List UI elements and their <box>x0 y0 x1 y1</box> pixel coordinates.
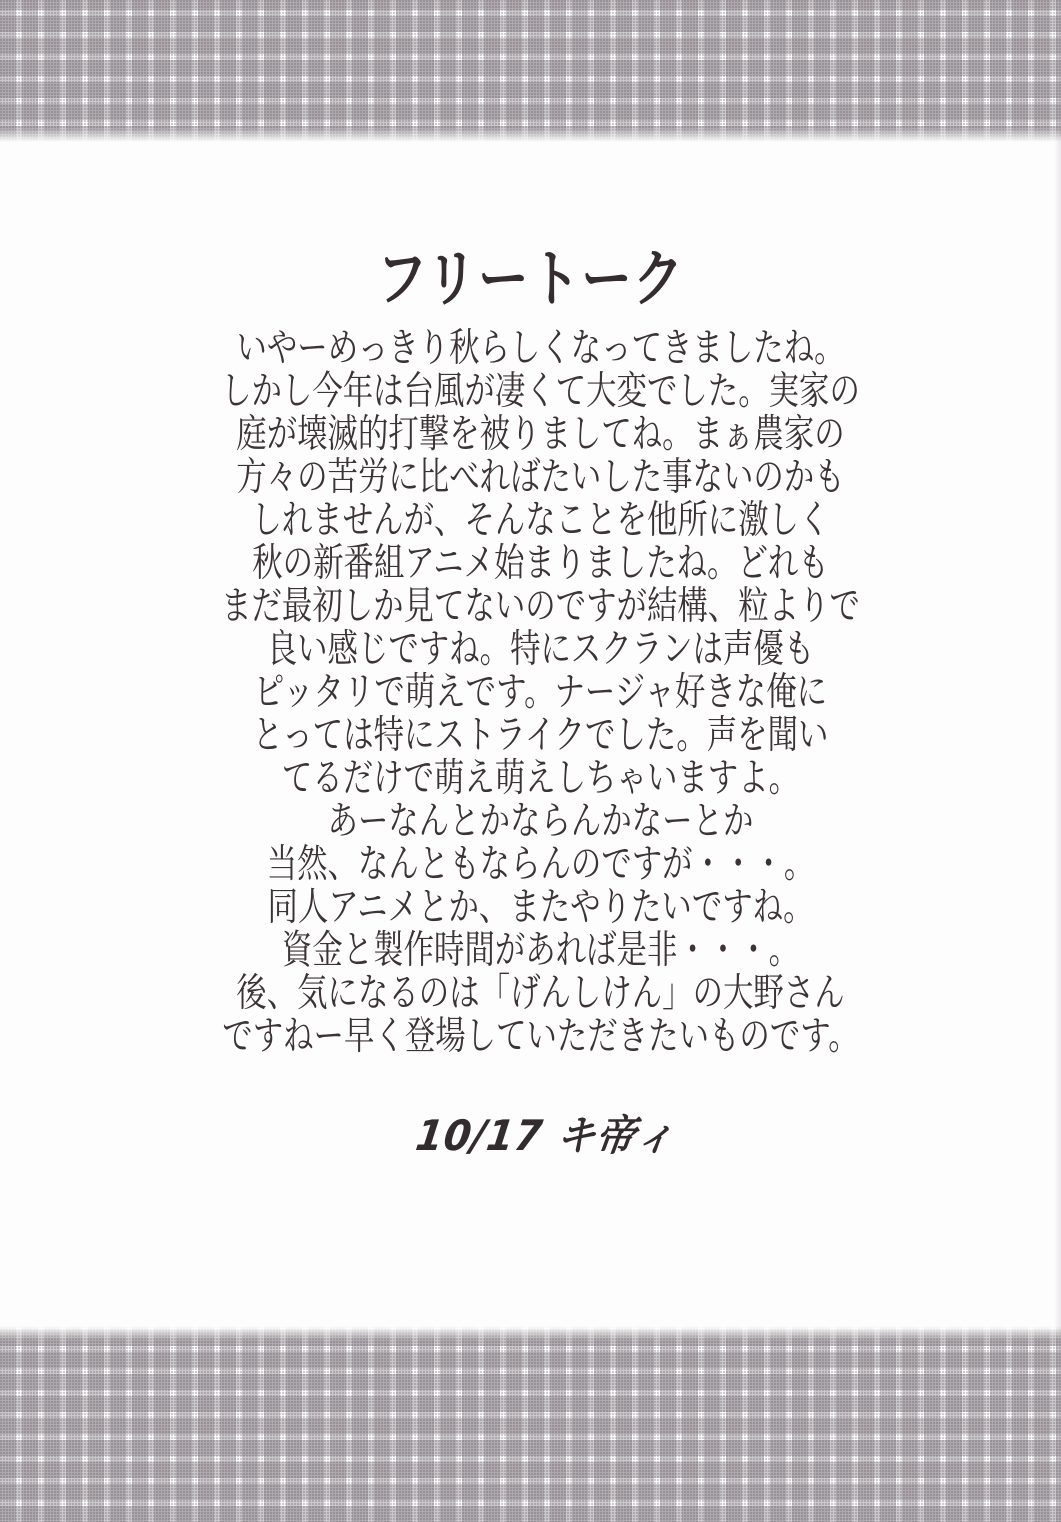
body-line: 秋の新番組アニメ始まりましたね。どれも <box>252 541 829 586</box>
plaid-border-top <box>0 0 1061 142</box>
body-line: しかし今年は台風が凄くて大変でした。実家の <box>221 369 860 414</box>
body-line: てるだけで萌え萌えしちゃいますよ。 <box>281 756 800 801</box>
page-title: フリートーク <box>376 242 685 315</box>
plaid-border-bottom <box>0 1326 1061 1522</box>
body-line: ピッタリで萌えです。ナージャ好きな俺に <box>253 670 828 715</box>
body-line: 資金と製作時間があれば是非・・・。 <box>281 928 800 973</box>
author-signature <box>0 1112 1061 1160</box>
body-line: 当然、なんともならんのですが・・・。 <box>266 842 815 887</box>
body-line: とっては特にストライクでした。声を聞い <box>252 713 829 758</box>
body-line: あーなんとかならんかなーとか <box>327 799 754 844</box>
body-line: 庭が壊滅的打撃を被りましてね。まぁ農家の <box>236 412 845 457</box>
body-line: しれませんが、そんなことを他所に激しく <box>251 498 830 543</box>
body-line: 方々の苦労に比べればたいした事ないのかも <box>236 455 845 500</box>
body-line: 同人アニメとか、またやりたいですね。 <box>267 885 814 930</box>
freetalk-body <box>127 327 955 1058</box>
body-line: まだ最初しか見てないのですが結構、粒よりで <box>221 584 860 629</box>
body-line: 良い感じですね。特にスクランは声優も <box>266 627 815 672</box>
body-line: ですねー早く登場していただきたいものです。 <box>222 1014 859 1059</box>
author-signature-text: 10/17 キ帝ィ <box>412 1111 679 1160</box>
body-line: 後、気になるのは「げんしけん」の大野さん <box>236 971 845 1016</box>
body-line: いやーめっきり秋らしくなってきましたね。 <box>236 326 845 371</box>
